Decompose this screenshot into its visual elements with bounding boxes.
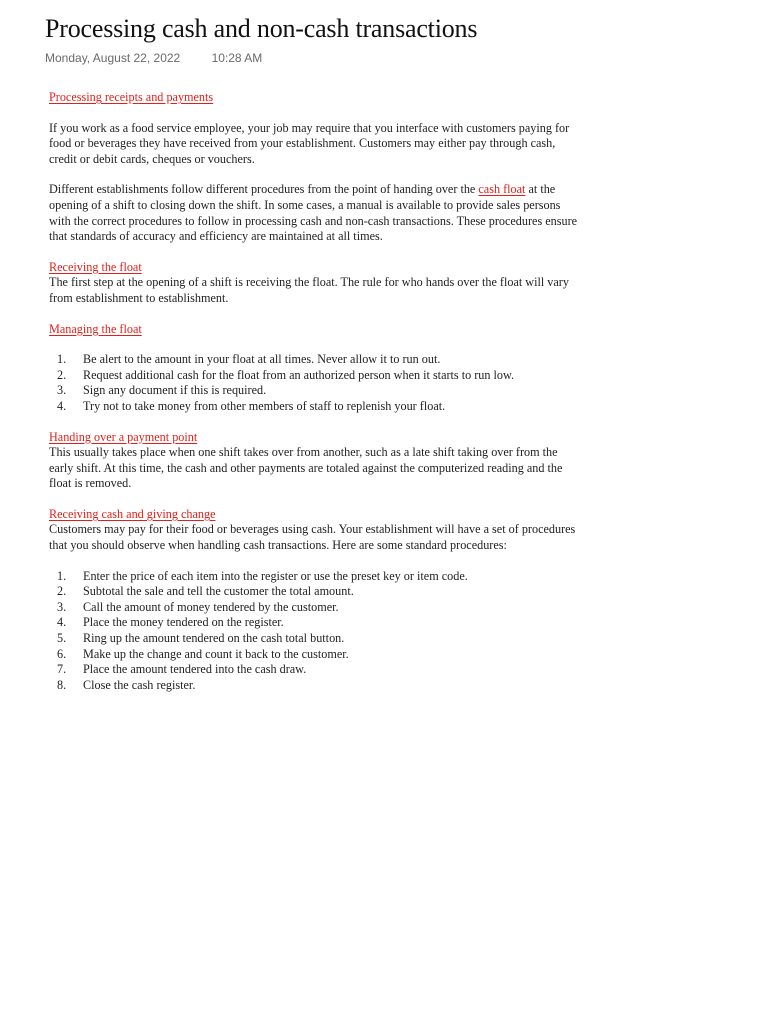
list-text: Try not to take money from other members of staff to replenish your float. [83, 398, 446, 413]
list-text: Close the cash register. [83, 677, 196, 692]
list-item [49, 569, 579, 585]
list-item [49, 399, 579, 415]
paragraph-handing-over: This usually takes place when one shift takes over from another, such as a late shift taking over from the early shift. At this time, the cash and other payments are totaled against the computerized reading and the float is removed. [49, 445, 563, 491]
heading-receipts: Processing receipts and payments [49, 90, 214, 104]
list-item [49, 383, 579, 399]
list-number: 4. [57, 398, 67, 413]
list-number: 8. [57, 677, 67, 692]
list-text: Ring up the amount tendered on the cash total button. [83, 631, 345, 646]
list-text: Enter the price of each item into the register or use the preset key or item code. [83, 568, 468, 583]
list-text: Be alert to the amount in your float at all times. Never allow it to run out. [83, 352, 441, 367]
list-item [49, 678, 579, 694]
list-text: Call the amount of money tendered by the customer. [83, 599, 339, 614]
list-number: 4. [57, 615, 67, 630]
paragraph-receiving-cash: Customers may pay for their food or beverages using cash. Your establishment will have a set of procedures that you should observe when handling cash transactions. Here are some standard procedures: [49, 522, 576, 553]
heading-receiving-float: Receiving the float [49, 259, 142, 274]
paragraph-receipts-intro: If you work as a food service employee, your job may require that you interface with customers paying for food or beverages they have received from your establishment. Customers may either pay through cash, credit or debit cards, cheques or vouchers. [49, 120, 570, 166]
list-number: 2. [57, 367, 67, 382]
paragraph-receipts-procedures [49, 182, 579, 244]
page-title: Processing cash and non-cash transactions [45, 14, 478, 43]
list-item [49, 631, 579, 647]
list-text: Place the money tendered on the register. [83, 615, 284, 630]
heading-receiving-cash: Receiving cash and giving change [49, 506, 216, 521]
heading-managing-float: Managing the float [49, 321, 142, 336]
list-item [49, 662, 579, 678]
time-label: 10:28 AM [211, 51, 263, 65]
cash-float-link[interactable]: cash float [478, 182, 526, 197]
list-number: 3. [57, 599, 67, 614]
list-text: Subtotal the sale and tell the customer the total amount. [83, 584, 354, 599]
list-number: 5. [57, 631, 67, 646]
list-number: 3. [57, 383, 67, 398]
list-item [49, 368, 579, 384]
heading-handing-over: Handing over a payment point [49, 429, 198, 444]
list-item [49, 584, 579, 600]
list-item [49, 647, 579, 663]
list-item [49, 600, 579, 616]
paragraph-text: Different establishments follow different procedures from the point of handing over the [49, 182, 479, 197]
list-text: Request additional cash for the float from an authorized person when it starts to run low. [83, 367, 515, 382]
list-item [49, 352, 579, 368]
list-text: Place the amount tendered into the cash draw. [83, 662, 307, 677]
date-label: Monday, August 22, 2022 [45, 51, 181, 65]
managing-float-list [49, 352, 579, 414]
paragraph-receiving-float: The first step at the opening of a shift is receiving the float. The rule for who hands over the float will vary from establishment to establishment. [49, 275, 569, 305]
list-number: 1. [57, 568, 67, 583]
note-body [49, 90, 579, 693]
list-number: 2. [57, 584, 67, 599]
paragraph-text: at the opening of a shift to closing down the shift. In some cases, a manual is available to provide sales persons with the correct procedures to follow in processing cash and non-cash transactions. These procedures ensure that standards of accuracy and efficiency are maintained at all times. [49, 182, 578, 244]
list-number: 6. [57, 646, 67, 661]
list-item [49, 615, 579, 631]
list-number: 1. [57, 352, 67, 367]
cash-procedures-list [49, 569, 579, 694]
list-text: Sign any document if this is required. [83, 383, 267, 398]
list-text: Make up the change and count it back to the customer. [83, 646, 349, 661]
list-number: 7. [57, 662, 67, 677]
timestamp-row [45, 51, 262, 65]
